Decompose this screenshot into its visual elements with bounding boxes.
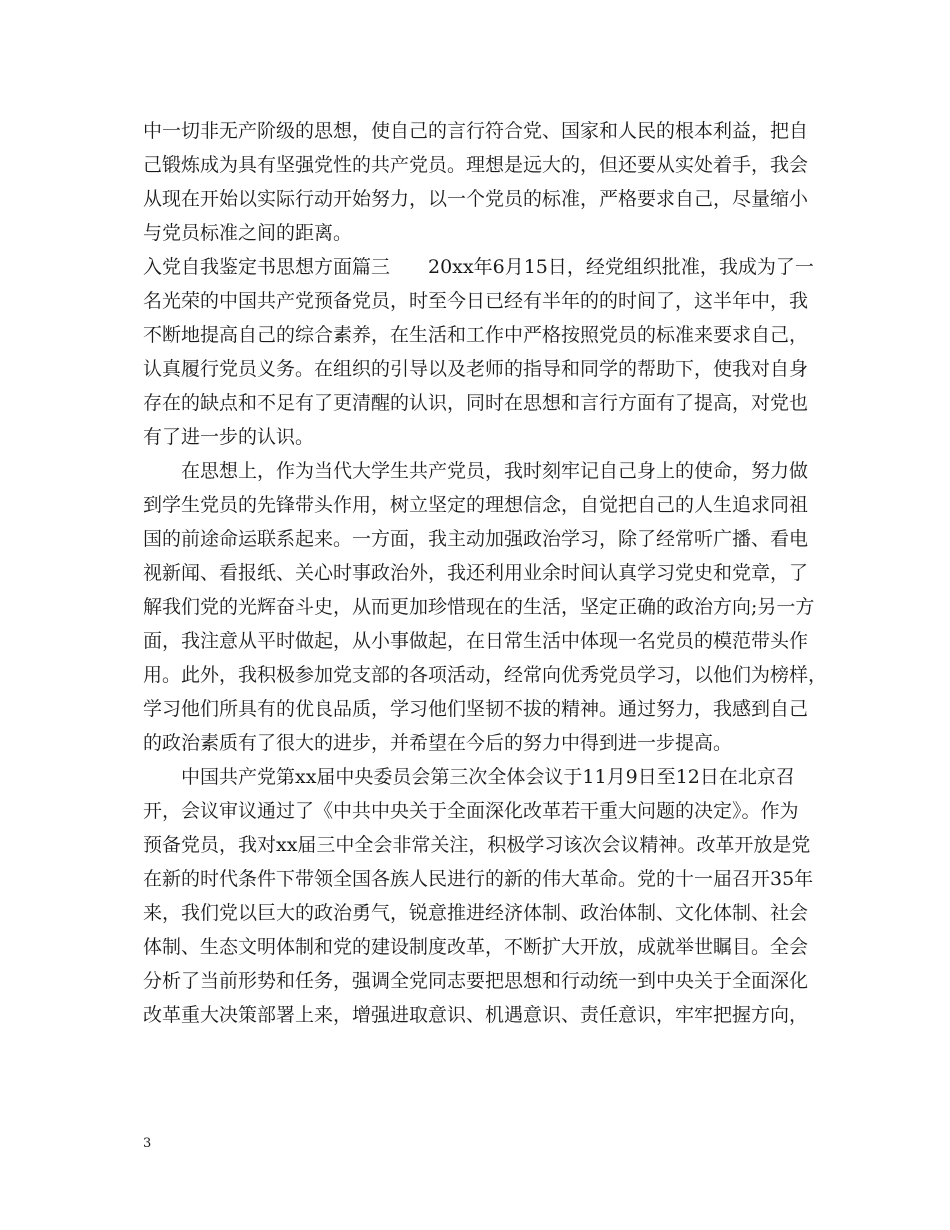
page-number: 3 [143, 1136, 152, 1151]
text-line: 用。此外，我积极参加党支部的各项活动，经常向优秀党员学习，以他们为榜样， [143, 664, 828, 686]
text-line: 开，会议审议通过了《中共中央关于全面深化改革若干重大问题的决定》。作为 [143, 800, 799, 822]
text-line: 学习他们所具有的优良品质，学习他们坚韧不拔的精神。通过努力，我感到自己 [143, 698, 809, 720]
text-line: 来，我们党以巨大的政治勇气，锐意推进经济体制、政治体制、文化体制、社会 [143, 902, 809, 924]
section-heading-line: 入党自我鉴定书思想方面篇三 20xx年6月15日，经党组织批准，我成为了一 [143, 256, 814, 278]
text-line: 名光荣的中国共产党预备党员，时至今日已经有半年的的时间了，这半年中，我 [143, 290, 809, 312]
text-line: 不断地提高自己的综合素养，在生活和工作中严格按照党员的标准来要求自己， [143, 324, 809, 346]
text-line: 改革重大决策部署上来，增强进取意识、机遇意识、责任意识，牢牢把握方向， [143, 1004, 809, 1026]
text-line: 国的前途命运联系起来。一方面，我主动加强政治学习，除了经常听广播、看电 [143, 528, 809, 550]
text-line: 解我们党的光辉奋斗史，从而更加珍惜现在的生活，坚定正确的政治方向;另一方 [143, 596, 815, 618]
text-line: 到学生党员的先锋带头作用，树立坚定的理想信念，自觉把自己的人生追求同祖 [143, 494, 809, 516]
paragraph [143, 760, 823, 1032]
text-line: 预备党员，我对xx届三中全会非常关注，积极学习该次会议精神。改革开放是党 [143, 834, 811, 856]
text-line: 认真履行党员义务。在组织的引导以及老师的指导和同学的帮助下，使我对自身 [143, 358, 809, 380]
text-line: 中国共产党第xx届中央委员会第三次全体会议于11月9日至12日在北京召 [181, 766, 795, 788]
paragraph [143, 114, 823, 250]
document-body [143, 114, 828, 1032]
paragraph [143, 250, 823, 454]
text-line: 视新闻、看报纸、关心时事政治外，我还利用业余时间认真学习党史和党章，了 [143, 562, 809, 584]
text-line: 有了进一步的认识。 [143, 426, 315, 448]
text-line: 分析了当前形势和任务，强调全党同志要把思想和行动统一到中央关于全面深化 [143, 970, 809, 992]
paragraph [143, 454, 828, 760]
text-line: 在新的时代条件下带领全国各族人民进行的新的伟大革命。党的十一届召开35年 [143, 868, 814, 890]
text-line: 在思想上，作为当代大学生共产党员，我时刻牢记自己身上的使命，努力做 [181, 460, 809, 482]
text-line: 从现在开始以实际行动开始努力，以一个党员的标准，严格要求自己，尽量缩小 [143, 188, 809, 210]
text-line: 的政治素质有了很大的进步，并希望在今后的努力中得到进一步提高。 [143, 732, 733, 754]
text-line: 面，我注意从平时做起，从小事做起，在日常生活中体现一名党员的模范带头作 [143, 630, 809, 652]
text-line: 中一切非无产阶级的思想，使自己的言行符合党、国家和人民的根本利益，把自 [143, 120, 809, 142]
text-line: 存在的缺点和不足有了更清醒的认识，同时在思想和言行方面有了提高，对党也 [143, 392, 809, 414]
text-line: 与党员标准之间的距离。 [143, 222, 353, 244]
text-line: 体制、生态文明体制和党的建设制度改革，不断扩大开放，成就举世瞩目。全会 [143, 936, 809, 958]
text-line: 己锻炼成为具有坚强党性的共产党员。理想是远大的，但还要从实处着手，我会 [143, 154, 809, 176]
